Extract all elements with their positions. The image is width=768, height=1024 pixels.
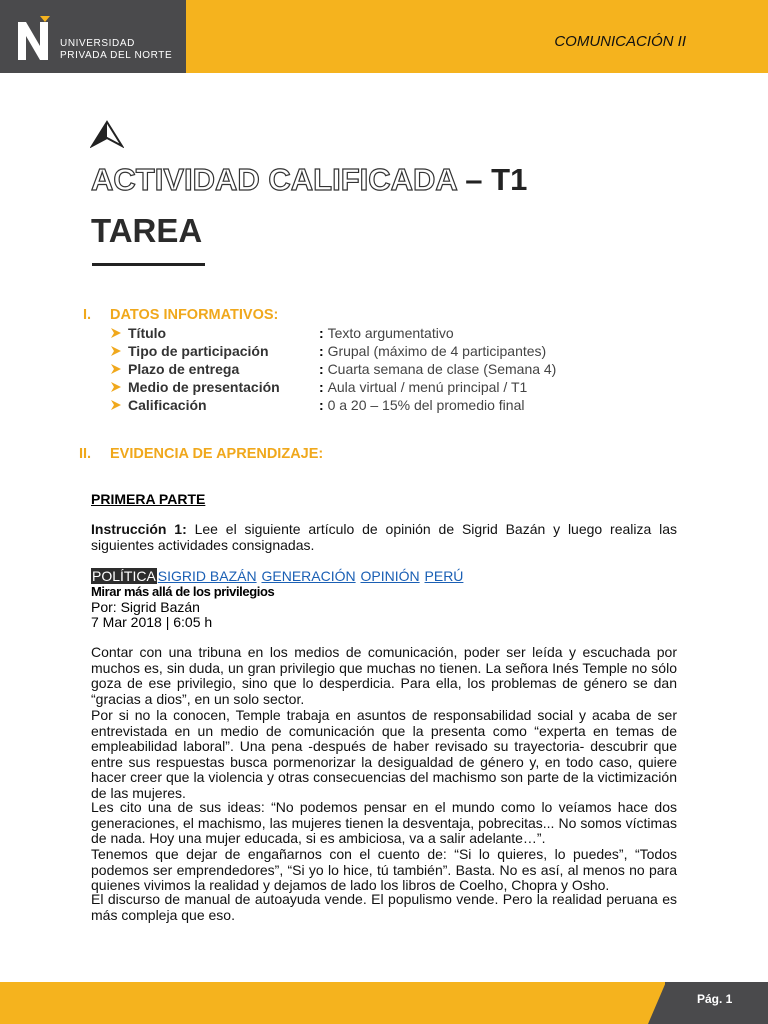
tag-link-opinion[interactable]: OPINIÓN [360,568,420,584]
university-line1: UNIVERSIDAD [60,38,135,49]
article-paragraph: Les cito una de sus ideas: “No podemos pensar en el mundo como lo veíamos hace dos generaciones, el machismo, las mujeres tienen la desventaja, pobrecitas... No somos víctimas de nada. Hoy una mujer educada, si es ambiciosa, va a salir adelante…”. [91,799,677,847]
info-value: : Aula virtual / menú principal / T1 [319,379,528,395]
upn-logo-icon [16,16,50,60]
info-row [110,325,670,343]
part-title: PRIMERA PARTE [91,491,206,507]
article-byline: Por: Sigrid Bazán [91,599,200,615]
activity-title-code: – T1 [456,162,528,197]
section-number: II. [79,446,92,462]
instruction-text: Lee el siguiente artículo de opinión de Sigrid Bazán y luego realiza las siguientes actividades consignadas. [91,521,678,553]
section-heading: DATOS INFORMATIVOS: [110,307,279,323]
article-date: 7 Mar 2018 | 6:05 h [91,614,213,630]
section-evidencia [79,446,379,464]
info-label: Tipo de participación [128,343,269,359]
article-paragraph: Tenemos que dejar de engañarnos con el cuento de: “Si lo quieres, lo puedes”, “Todos podemos ser emprendedores”, “Si yo lo hice, tú también”. Basta. No es así, al menos no para quienes vivimos la realidad y dejamos de lado los libros de Coelho, Chopra y Osho. [91,846,677,894]
article-title: Mirar más allá de los privilegios [91,584,275,599]
title-underline [92,263,205,266]
info-row [110,343,670,361]
section-number: I. [83,307,92,323]
tag-link-sigrid-bazan[interactable]: SIGRID BAZÁN [157,568,257,584]
info-label: Título [128,325,167,341]
section-datos-informativos [83,307,383,325]
info-value: : Grupal (máximo de 4 participantes) [319,343,547,359]
footer-slant [648,982,666,1024]
info-value: : Cuarta semana de clase (Semana 4) [319,361,557,377]
chevron-right-icon [110,399,122,411]
article-paragraph: Por si no la conocen, Temple trabaja en asuntos de responsabilidad social y acaba de ser entrevistada en un medio de comunicación que la presenta como “experta en temas de empleabilidad laboral”. Una pena -después de haber revisado su trayectoria- descubrir que entre sus respuestas busca pormenorizar la desigualdad de género y, en todo caso, quiere hacer creer que la violencia y otras consecuencias del machismo son parte de la victimización de las mujeres. [91,707,677,801]
info-value: : Texto argumentativo [319,325,454,341]
activity-title-outline: ACTIVIDAD CALIFICADA [91,162,457,197]
info-row [110,361,670,379]
chevron-right-icon [110,345,122,357]
article-tags [91,568,463,584]
chevron-right-icon [110,327,122,339]
info-row [110,397,670,415]
section-heading: EVIDENCIA DE APRENDIZAJE: [110,446,324,462]
university-logo [0,0,186,73]
instruction [91,522,677,553]
course-name: COMUNICACIÓN II [554,33,686,50]
article-paragraph: El discurso de manual de autoayuda vende. El populismo vende. Pero la realidad peruana es más compleja que eso. [91,891,677,923]
info-label: Calificación [128,397,207,413]
info-label: Plazo de entrega [128,361,240,377]
tag-link-generacion[interactable]: GENERACIÓN [261,568,356,584]
info-row [110,379,670,397]
chevron-right-icon [110,363,122,375]
activity-subtitle: TAREA [91,212,203,249]
info-value: : 0 a 20 – 15% del promedio final [319,397,525,413]
activity-title [91,162,527,198]
chevron-right-icon [110,381,122,393]
university-line2: PRIVADA DEL NORTE [60,50,173,61]
article-paragraph: Contar con una tribuna en los medios de comunicación, poder ser leída y escuchada por muchos es, sin duda, un gran privilegio que muchas no tienen. La señora Inés Temple no sólo goza de ese privilegio, sino que lo desperdicia. Para ella, los problemas de género se dan “gracias a dios”, en un solo sector. [91,644,677,707]
tag-link-peru[interactable]: PERÚ [424,568,464,584]
instruction-label: Instrucción 1: [91,521,187,537]
tag-link-politica[interactable]: POLÍTICA [92,568,156,584]
arrow-up-icon [90,120,124,148]
info-label: Medio de presentación [128,379,280,395]
university-name [60,38,172,62]
page-number: Pág. 1 [697,992,733,1006]
